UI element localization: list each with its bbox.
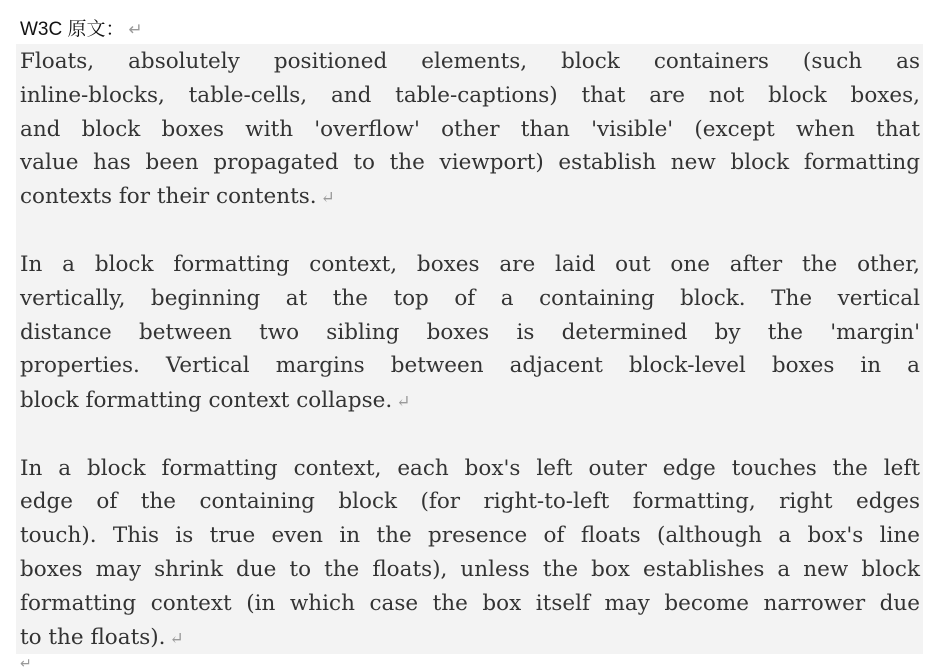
quote-line: inline-blocks, table-cells, and table-captions) that are not block boxes, <box>20 83 920 108</box>
quote-line-text: to the floats). <box>20 625 166 650</box>
paragraph-mark-icon: ↵ <box>169 629 184 649</box>
quote-line: properties. Vertical margins between adjacent block-level boxes in a <box>20 353 920 378</box>
paragraph-mark-icon: ↵ <box>20 656 32 672</box>
paragraph-mark-icon: ↵ <box>128 20 143 39</box>
quote-line: vertically, beginning at the top of a containing block. The vertical <box>20 286 920 311</box>
heading-text: W3C 原文： <box>20 19 125 40</box>
quote-line: edge of the containing block (for right-to-left formatting, right edges <box>20 489 920 514</box>
quote-line: In a block formatting context, boxes are laid out one after the other, <box>20 252 920 277</box>
quote-line-last <box>20 621 920 655</box>
section-heading <box>20 14 143 41</box>
paragraph-mark-icon: ↵ <box>320 188 335 208</box>
quote-line: and block boxes with 'overflow' other than 'visible' (except when that <box>20 117 920 142</box>
quote-line: In a block formatting context, each box's left outer edge touches the left <box>20 456 920 481</box>
quote-line-text: block formatting context collapse. <box>20 388 393 413</box>
quote-line: Floats, absolutely positioned elements, block containers (such as <box>20 49 920 74</box>
quote-line-last <box>20 384 920 418</box>
quote-block <box>16 44 923 654</box>
quote-line: distance between two sibling boxes is determined by the 'margin' <box>20 320 920 345</box>
paragraph-mark-icon: ↵ <box>396 392 411 412</box>
quote-line-text: contexts for their contents. <box>20 184 317 209</box>
quote-line: formatting context (in which case the box itself may become narrower due <box>20 591 920 616</box>
quote-line: value has been propagated to the viewport) establish new block formatting <box>20 150 920 175</box>
quote-line: boxes may shrink due to the floats), unless the box establishes a new block <box>20 557 920 582</box>
quote-line-last <box>20 180 920 214</box>
quote-line: touch). This is true even in the presence of floats (although a box's line <box>20 523 920 548</box>
